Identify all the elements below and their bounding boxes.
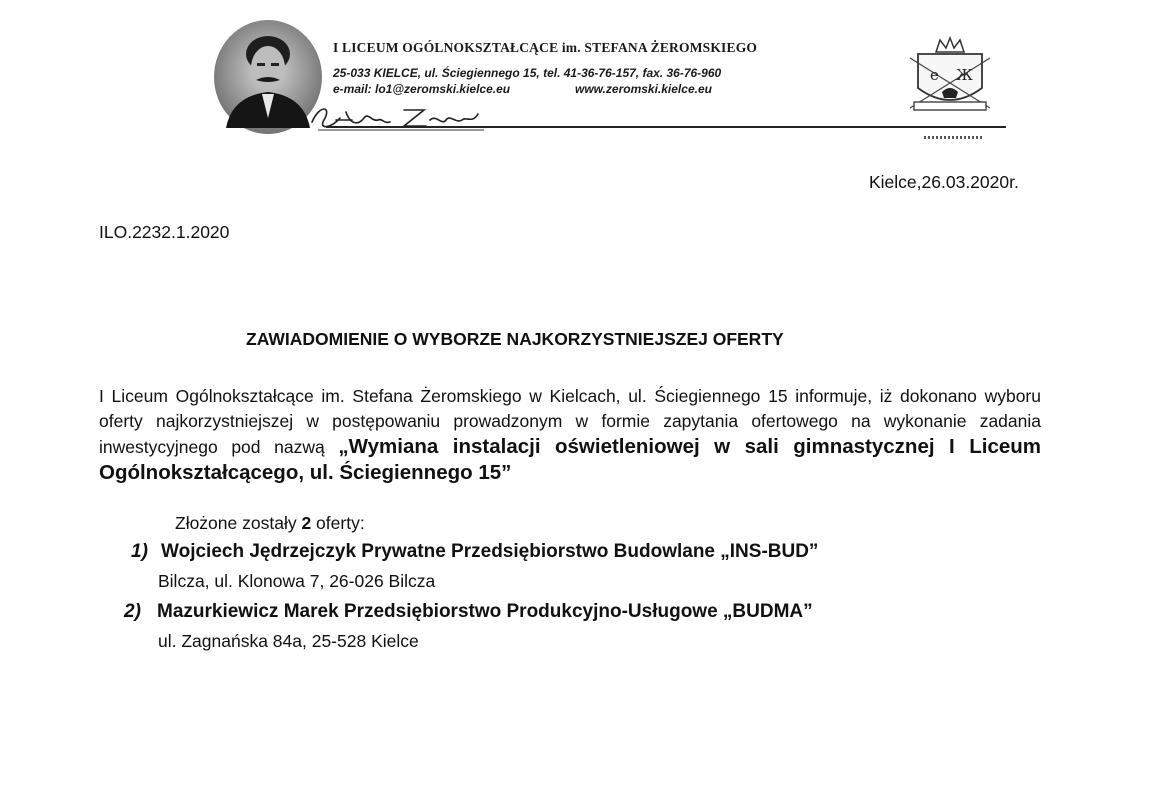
- school-address: 25-033 KIELCE, ul. Ściegiennego 15, tel. 41-36-76-157, fax. 36-76-960: [333, 66, 722, 80]
- offer-2-number: 2): [124, 601, 141, 622]
- intro-text: I Liceum Ogólnokształcące im. Stefana Żeromskiego w Kielcach, ul. Ściegiennego 15 informuje, iż dokonano wyboru oferty najkorzystniejszej w postępowaniu prowadzonym w formie zapytania ofertowego na wykonanie zadania inwestycyjnego pod nazwą: [99, 386, 1041, 457]
- school-crest-icon: [900, 36, 1000, 120]
- offer-2-name: Mazurkiewicz Marek Przedsiębiorstwo Produkcyjno-Usługowe „BUDMA”: [157, 601, 813, 622]
- svg-text:Ж: Ж: [956, 66, 973, 84]
- school-website: www.zeromski.kielce.eu: [575, 82, 712, 96]
- school-name: I LICEUM OGÓLNOKSZTAŁCĄCE im. STEFANA ŻEROMSKIEGO: [333, 40, 758, 55]
- offer-1-address: Bilcza, ul. Klonowa 7, 26-026 Bilcza: [158, 571, 436, 591]
- document-date: Kielce,26.03.2020r.: [869, 172, 1019, 192]
- svg-text:e: e: [930, 66, 939, 84]
- letterhead: [0, 0, 1168, 160]
- offer-1-name: Wojciech Jędrzejczyk Prywatne Przedsiębiorstwo Budowlane „INS-BUD”: [161, 541, 819, 562]
- crest-caption: [924, 136, 982, 139]
- offer-2-address: ul. Zagnańska 84a, 25-528 Kielce: [158, 631, 419, 651]
- submitted-offers-count: Złożone zostały 2 oferty:: [175, 513, 365, 533]
- signature-image: [306, 100, 486, 134]
- intro-paragraph: [99, 384, 1041, 486]
- document-title: ZAWIADOMIENIE O WYBORZE NAJKORZYSTNIEJSZEJ OFERTY: [246, 329, 784, 349]
- document-reference: ILO.2232.1.2020: [99, 222, 230, 242]
- project-name: „Wymiana instalacji oświetleniowej w sali gimnastycznej I Liceum Ogólnokształcącego, ul. Ściegiennego 15”: [99, 435, 1041, 484]
- offer-1-number: 1): [131, 541, 148, 562]
- letterhead-rule: [326, 126, 1006, 128]
- school-email: e-mail: lo1@zeromski.kielce.eu: [333, 82, 511, 96]
